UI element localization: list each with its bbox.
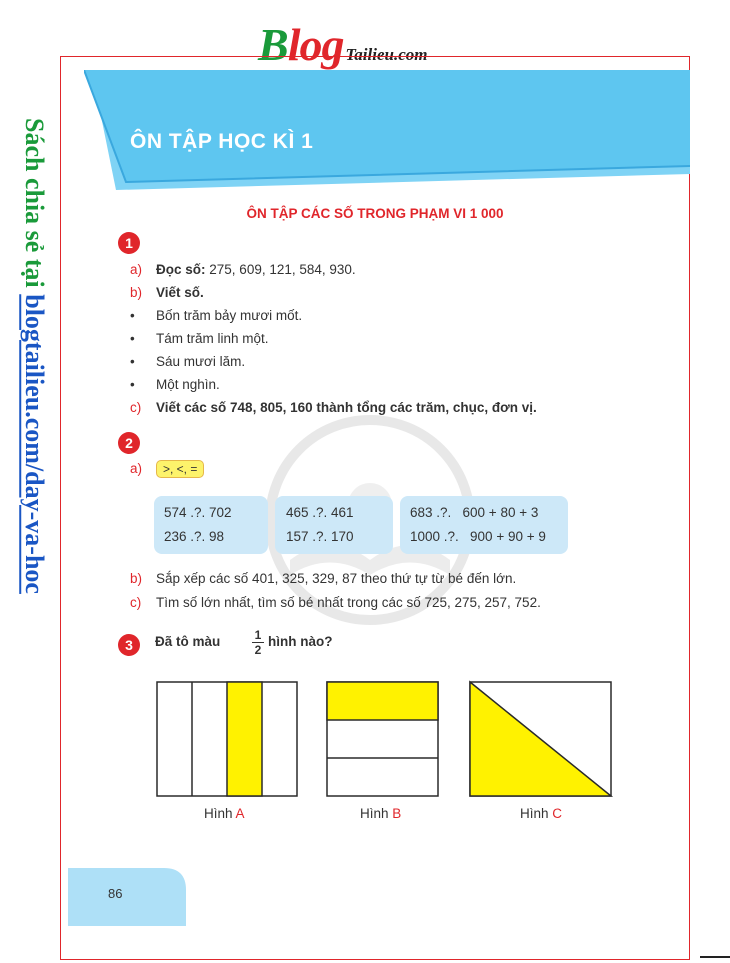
section-title: ÔN TẬP CÁC SỐ TRONG PHẠM VI 1 000 (246, 206, 504, 221)
fraction-numerator: 1 (254, 628, 262, 642)
list-item: • Bốn trăm bảy mươi mốt. (130, 308, 303, 323)
comparison-item: 574 .?. 702 (164, 505, 232, 520)
part-a-values: 275, 609, 121, 584, 930. (209, 262, 356, 277)
fraction-denominator: 2 (254, 643, 262, 657)
shape-c (470, 682, 611, 796)
part-a-marker: a) (130, 262, 143, 277)
part-c-marker: c) (130, 595, 142, 610)
list-item: • Sáu mươi lăm. (130, 354, 246, 369)
list-item: • Một nghìn. (130, 377, 220, 392)
caption-shape-c: Hình C (520, 806, 563, 821)
shape-a (157, 682, 297, 796)
part-b-marker: b) (130, 285, 143, 300)
shape-b (327, 682, 438, 796)
footer-rule (700, 956, 730, 958)
logo-blog-text: Blog (258, 19, 344, 70)
ex1-part-c (130, 400, 537, 415)
part-b-text: Sắp xếp các số 401, 325, 329, 87 theo thứ tự từ bé đến lớn. (156, 571, 517, 586)
list-item: • Tám trăm linh một. (130, 331, 269, 346)
ex3-question-end: hình nào? (268, 634, 333, 649)
comparison-item: 157 .?. 170 (286, 529, 354, 544)
fraction-one-half (252, 628, 264, 657)
page-number: 86 (108, 886, 123, 901)
unit-title: ÔN TẬP HỌC KÌ 1 (130, 130, 314, 153)
part-c-text: Viết các số 748, 805, 160 thành tổng các trăm, chục, đơn vị. (156, 400, 537, 415)
sidebar-share-text (14, 118, 54, 594)
ex1-part-a (130, 262, 356, 277)
comparison-item: 1000 .?. 900 + 90 + 9 (410, 529, 546, 544)
ex2-part-b (130, 571, 516, 586)
part-c-marker: c) (130, 400, 142, 415)
part-b-marker: b) (130, 571, 143, 586)
comparison-item: 465 .?. 461 (286, 505, 354, 520)
sidebar-link[interactable]: blogtailieu.com/day-va-hoc (20, 294, 49, 594)
page-number-tab (68, 868, 186, 926)
exercise-1-badge: 1 (118, 232, 140, 254)
ex1-part-b (130, 285, 204, 300)
shapes-figure (150, 676, 620, 802)
part-a-label: Đọc số: (156, 262, 206, 277)
caption-shape-b: Hình B (360, 806, 402, 821)
sidebar-plain-text: Sách chia sẻ tại (20, 118, 49, 295)
part-b-label: Viết số. (156, 285, 204, 300)
part-a-marker: a) (130, 461, 143, 476)
logo-site-text: Tailieu.com (345, 45, 428, 64)
exercise-2-badge: 2 (118, 432, 140, 454)
comparison-signs-tag: >, <, = (156, 460, 204, 478)
ex2-part-a (130, 460, 204, 478)
ex2-part-c (130, 595, 541, 610)
caption-shape-a: Hình A (204, 806, 245, 821)
ex3-question-start: Đã tô màu (155, 634, 221, 649)
exercise-3-badge: 3 (118, 634, 140, 656)
comparison-item: 683 .?. 600 + 80 + 3 (410, 505, 539, 520)
comparison-item: 236 .?. 98 (164, 529, 225, 544)
part-c-text: Tìm số lớn nhất, tìm số bé nhất trong các số 725, 275, 257, 752. (156, 595, 541, 610)
